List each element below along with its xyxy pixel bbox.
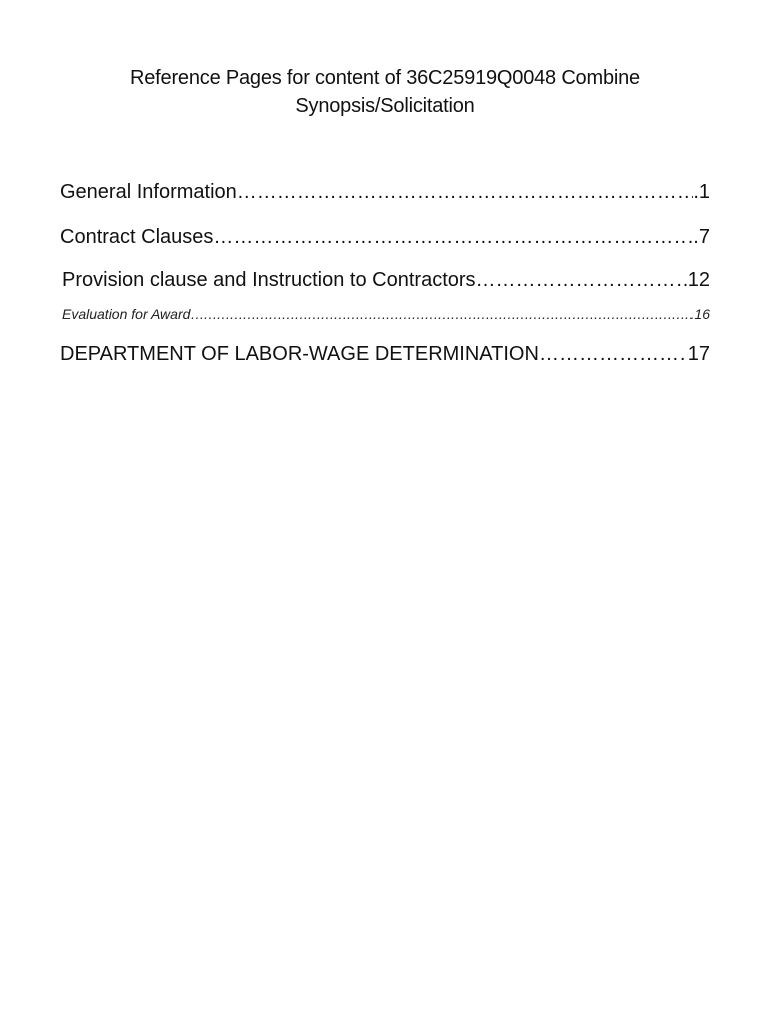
toc-entry-page: 17 [687, 343, 710, 365]
toc-entry-page: .16 [690, 306, 710, 322]
toc-entry-label: Evaluation for Award [62, 306, 191, 322]
toc-entry-provision-clause [62, 266, 710, 294]
title-line-1: Reference Pages for content of 36C25919Q0048 Combine [130, 67, 640, 89]
toc-dot-leader [539, 340, 688, 368]
toc-entry-label: DEPARTMENT OF LABOR-WAGE DETERMINATION [60, 343, 539, 365]
page-title [60, 64, 710, 120]
toc-dot-leader [237, 178, 694, 206]
toc-entry-label: Contract Clauses [60, 226, 214, 248]
toc-entry-evaluation-for-award [62, 304, 710, 324]
toc-entry-general-information [60, 178, 710, 206]
toc-entry-page: .1 [693, 181, 710, 203]
toc-entry-contract-clauses [60, 223, 710, 251]
toc-dot-leader [190, 304, 690, 324]
toc-dot-leader [476, 266, 688, 294]
title-line-2: Synopsis/Solicitation [295, 95, 475, 117]
toc-entry-page: 12 [687, 269, 710, 291]
toc-dot-leader [213, 223, 687, 251]
toc-entry-label: Provision clause and Instruction to Contractors [62, 269, 476, 291]
toc-entry-label: General Information [60, 181, 237, 203]
toc-entry-page: ..7 [687, 226, 710, 248]
toc-entry-wage-determination [60, 340, 710, 368]
